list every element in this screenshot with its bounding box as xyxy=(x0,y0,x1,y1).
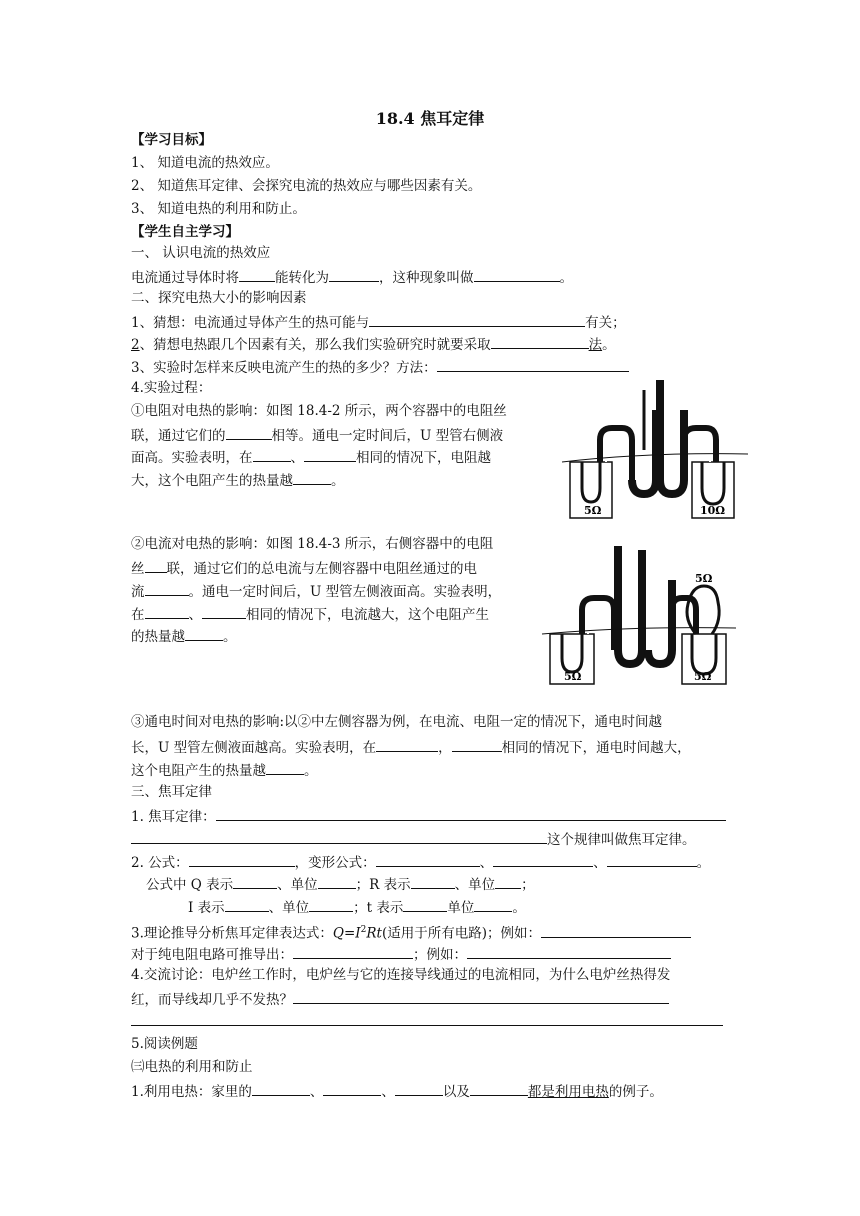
blank[interactable] xyxy=(216,805,726,821)
blank[interactable] xyxy=(403,896,447,912)
formula-line: 2. 公式： ，变形公式： 、 、 。 xyxy=(131,851,710,873)
blank[interactable] xyxy=(470,1080,528,1096)
discuss-line-2: 红，而导线却几乎不发热？ xyxy=(131,988,669,1010)
blank[interactable] xyxy=(145,557,167,573)
blank[interactable] xyxy=(225,896,269,912)
blank[interactable] xyxy=(145,580,189,596)
fig2-top-label: 5Ω xyxy=(695,572,713,585)
blank[interactable] xyxy=(293,943,413,959)
exp1-line-1: ①电阻对电热的影响：如图 18.4-2 所示，两个容器中的电阻丝 xyxy=(131,403,507,419)
blank[interactable] xyxy=(411,873,455,889)
blank[interactable] xyxy=(495,873,521,889)
blank[interactable] xyxy=(185,625,223,641)
part1-heading: 一、 认识电流的热效应 xyxy=(131,245,271,261)
joule-heading: 三、焦耳定律 xyxy=(131,784,212,800)
blank[interactable] xyxy=(233,873,277,889)
blank[interactable] xyxy=(145,603,189,619)
derive-line-1: 3.理论推导分析焦耳定律表达式：$Q=I^2Rt$(适用于所有电路)；例如： xyxy=(131,920,691,944)
blank[interactable] xyxy=(493,851,593,867)
blank[interactable] xyxy=(607,851,697,867)
right-resistor-coil xyxy=(702,462,724,504)
right-resistor-coil xyxy=(692,634,716,674)
blank[interactable] xyxy=(376,851,480,867)
blank[interactable] xyxy=(452,736,502,752)
blank[interactable] xyxy=(309,896,353,912)
exp1-line-2: 联，通过它们的 相等。通电一定时间后，U 型管右侧液 xyxy=(131,424,503,446)
blank[interactable] xyxy=(323,1080,381,1096)
goals-heading: 【学习目标】 xyxy=(131,132,212,148)
blank[interactable] xyxy=(253,446,291,462)
fig1-right-label: 10Ω xyxy=(700,504,726,517)
blank[interactable] xyxy=(474,896,512,912)
blank[interactable] xyxy=(293,988,669,1004)
fig2-right-label: 5Ω xyxy=(694,670,712,683)
self-study-heading: 【学生自主学习】 xyxy=(131,224,239,240)
blank[interactable] xyxy=(252,1080,310,1096)
blank[interactable] xyxy=(318,873,356,889)
fig1-left-label: 5Ω xyxy=(584,504,602,517)
blank[interactable] xyxy=(293,469,331,485)
blank[interactable] xyxy=(467,943,671,959)
blank[interactable] xyxy=(376,736,438,752)
guess1-line: 1、猜想：电流通过导体产生的热可能与 有关； xyxy=(131,311,626,333)
blank[interactable] xyxy=(474,266,560,282)
exp2-line-3: 流 。通电一定时间后，U 型管左侧液面高。实验表明， xyxy=(131,580,501,602)
example-line: 5.阅读例题 xyxy=(131,1036,198,1052)
blank[interactable] xyxy=(369,311,585,327)
exp1-line-3: 面高。实验表明，在 、 相同的情况下，电阻越 xyxy=(131,446,491,468)
exp2-line-4: 在 、 相同的情况下，电流越大，这个电阻产生 xyxy=(131,603,489,625)
blank[interactable] xyxy=(266,759,304,775)
external-resistor-loop xyxy=(687,586,719,634)
blank[interactable] xyxy=(202,603,246,619)
symbols-line-2: I 表示 、单位 ；t 表示 单位 。 xyxy=(188,896,526,918)
blank[interactable] xyxy=(491,333,589,349)
exp3-line-2: 长，U 型管左侧液面越高。实验表明，在 ， 相同的情况下，通电时间越大， xyxy=(131,736,691,758)
blank[interactable] xyxy=(189,851,295,867)
symbols-line-1: 公式中 Q 表示 、单位 ；R 表示 、单位 ； xyxy=(146,873,535,895)
joule-law-line-1: 1. 焦耳定律： xyxy=(131,805,726,827)
use-line-1: 1.利用电热：家里的 、 、 以及 都是利用电热的例子。 xyxy=(131,1080,663,1102)
method-line: 3、实验时怎样来反映电流产生的热的多少？方法： xyxy=(131,356,629,378)
exp3-line-1: ③通电时间对电热的影响:以②中左侧容器为例，在电流、电阻一定的情况下，通电时间越 xyxy=(131,714,663,730)
goal-item-2: 2、 知道焦耳定律、会探究电流的热效应与哪些因素有关。 xyxy=(131,178,482,194)
blank[interactable] xyxy=(395,1080,443,1096)
blank[interactable] xyxy=(239,266,275,282)
blank[interactable] xyxy=(131,1010,723,1026)
blank[interactable] xyxy=(304,446,356,462)
blank[interactable] xyxy=(131,828,547,844)
blank[interactable] xyxy=(329,266,379,282)
process-line: 4.实验过程： xyxy=(131,380,212,396)
page-title: 18.4 焦耳定律 xyxy=(375,109,485,128)
part1-line: 电流通过导体时将 能转化为 ，这种现象叫做 。 xyxy=(131,266,573,288)
exp3-line-3: 这个电阻产生的热量越 。 xyxy=(131,759,318,781)
exp1-line-4: 大，这个电阻产生的热量越 。 xyxy=(131,469,345,491)
discuss-line-1: 4.交流讨论：电炉丝工作时，电炉丝与它的连接导线通过的电流相同，为什么电炉丝热得发 xyxy=(131,967,671,983)
joule-law-line-2: 这个规律叫做焦耳定律。 xyxy=(131,828,696,850)
fig2-left-label: 5Ω xyxy=(564,670,582,683)
part2-heading: 二、探究电热大小的影响因素 xyxy=(131,290,307,306)
figure-18-4-3 xyxy=(540,540,740,688)
use-heading: ㈢电热的利用和防止 xyxy=(131,1059,253,1075)
exp2-line-1: ②电流对电热的影响：如图 18.4-3 所示，右侧容器中的电阻 xyxy=(131,536,494,552)
left-resistor-coil xyxy=(582,462,600,502)
left-resistor-coil xyxy=(562,634,582,672)
discuss-line-3 xyxy=(131,1010,723,1032)
exp2-line-2: 丝 联，通过它们的总电流与左侧容器中电阻丝通过的电 xyxy=(131,557,477,579)
derive-line-2: 对于纯电阻电路可推导出： ；例如： xyxy=(131,943,671,965)
goal-item-1: 1、 知道电流的热效应。 xyxy=(131,155,279,171)
goal-item-3: 3、 知道电热的利用和防止。 xyxy=(131,201,306,217)
exp2-line-5: 的热量越 。 xyxy=(131,625,237,647)
blank[interactable] xyxy=(226,424,272,440)
figure-18-4-2 xyxy=(560,370,750,522)
blank[interactable] xyxy=(541,922,691,938)
guess2-line: 2、猜想电热跟几个因素有关，那么我们实验研究时就要采取 法。 xyxy=(131,333,616,355)
